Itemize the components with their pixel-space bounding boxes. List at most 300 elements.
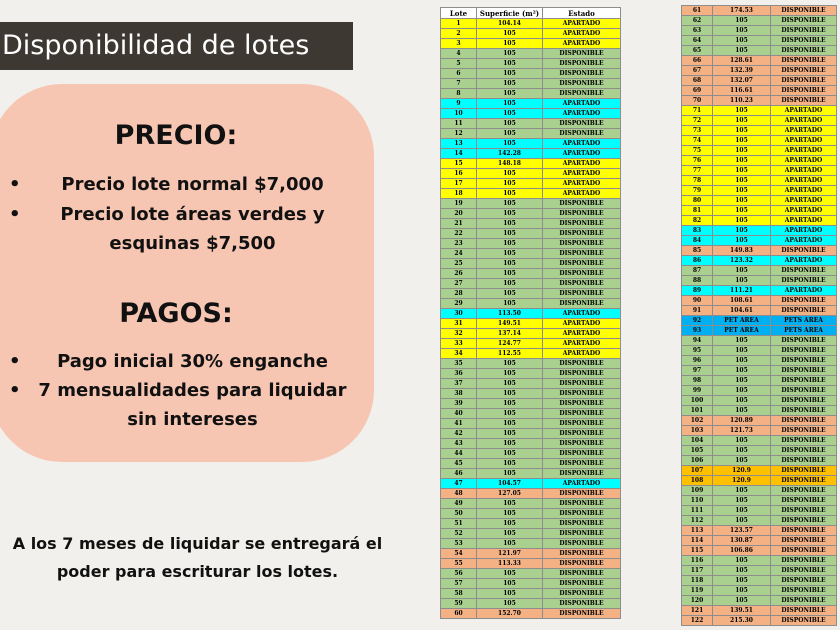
- lot-area-cell: 105: [477, 289, 543, 299]
- lot-number-cell: 77: [682, 166, 713, 176]
- lot-status-cell: DISPONIBLE: [771, 306, 837, 316]
- table-row: [441, 589, 621, 599]
- table-row: [682, 486, 837, 496]
- lot-area-cell: 105: [477, 299, 543, 309]
- lot-status-cell: APARTADO: [771, 136, 837, 146]
- lot-area-cell: 105: [713, 196, 771, 206]
- lot-number-cell: 106: [682, 456, 713, 466]
- table-row: [441, 279, 621, 289]
- lot-status-cell: DISPONIBLE: [543, 609, 621, 619]
- lot-area-cell: 105: [477, 229, 543, 239]
- lot-area-cell: 105: [477, 579, 543, 589]
- lot-area-cell: 105: [713, 136, 771, 146]
- lot-area-cell: 113.33: [477, 559, 543, 569]
- lot-number-cell: 98: [682, 376, 713, 386]
- lot-number-cell: 86: [682, 256, 713, 266]
- lot-number-cell: 63: [682, 26, 713, 36]
- lot-area-cell: 215.30: [713, 616, 771, 626]
- payment-item: [0, 347, 365, 376]
- table-row: [682, 176, 837, 186]
- lot-status-cell: DISPONIBLE: [543, 419, 621, 429]
- lot-area-cell: 123.57: [713, 526, 771, 536]
- table-row: [682, 516, 837, 526]
- lot-area-cell: 105: [477, 189, 543, 199]
- lot-status-cell: APARTADO: [771, 176, 837, 186]
- lot-area-cell: 105: [713, 456, 771, 466]
- lot-area-cell: 110.23: [713, 96, 771, 106]
- lot-number-cell: 122: [682, 616, 713, 626]
- table-row: [441, 499, 621, 509]
- lot-area-cell: 128.61: [713, 56, 771, 66]
- lot-number-cell: 69: [682, 86, 713, 96]
- table-row: [441, 389, 621, 399]
- table-row: [682, 116, 837, 126]
- lot-area-cell: 132.07: [713, 76, 771, 86]
- lot-area-cell: 121.73: [713, 426, 771, 436]
- table-row: [441, 419, 621, 429]
- table-row: [682, 56, 837, 66]
- table-row: [441, 439, 621, 449]
- payments-heading: PAGOS:: [119, 298, 233, 329]
- lot-area-cell: 104.57: [477, 479, 543, 489]
- table-row: [682, 436, 837, 446]
- table-row: [441, 449, 621, 459]
- lot-area-cell: 120.9: [713, 476, 771, 486]
- lot-status-cell: DISPONIBLE: [771, 436, 837, 446]
- lot-status-cell: DISPONIBLE: [771, 406, 837, 416]
- lot-area-cell: 105: [713, 556, 771, 566]
- lot-area-cell: 105: [477, 429, 543, 439]
- lot-status-cell: DISPONIBLE: [543, 559, 621, 569]
- lot-number-cell: 29: [441, 299, 477, 309]
- lot-status-cell: DISPONIBLE: [543, 489, 621, 499]
- table-row: [682, 16, 837, 26]
- lot-status-cell: DISPONIBLE: [771, 346, 837, 356]
- lot-status-cell: DISPONIBLE: [771, 486, 837, 496]
- lot-status-cell: DISPONIBLE: [543, 219, 621, 229]
- lot-number-cell: 44: [441, 449, 477, 459]
- lot-number-cell: 40: [441, 409, 477, 419]
- lot-status-cell: APARTADO: [543, 319, 621, 329]
- lot-area-cell: 105: [477, 399, 543, 409]
- lot-area-cell: 105: [477, 469, 543, 479]
- lot-status-cell: DISPONIBLE: [771, 476, 837, 486]
- lot-status-cell: DISPONIBLE: [771, 276, 837, 286]
- lot-status-cell: DISPONIBLE: [543, 209, 621, 219]
- lot-status-cell: DISPONIBLE: [771, 516, 837, 526]
- lot-area-cell: 105: [713, 336, 771, 346]
- table-row: [441, 169, 621, 179]
- lot-status-cell: DISPONIBLE: [771, 386, 837, 396]
- table-row: [682, 356, 837, 366]
- lot-number-cell: 23: [441, 239, 477, 249]
- lot-area-cell: 105: [477, 459, 543, 469]
- lot-status-cell: DISPONIBLE: [771, 556, 837, 566]
- table-row: [441, 509, 621, 519]
- lot-number-cell: 4: [441, 49, 477, 59]
- table-row: [441, 89, 621, 99]
- lot-status-cell: DISPONIBLE: [771, 496, 837, 506]
- lot-number-cell: 27: [441, 279, 477, 289]
- lot-area-cell: 105: [477, 539, 543, 549]
- table-row: [682, 546, 837, 556]
- lot-status-cell: DISPONIBLE: [771, 426, 837, 436]
- lot-status-cell: DISPONIBLE: [771, 576, 837, 586]
- lot-area-cell: 105: [477, 409, 543, 419]
- lot-area-cell: 105: [713, 126, 771, 136]
- table-row: [441, 549, 621, 559]
- lot-number-cell: 17: [441, 179, 477, 189]
- lot-status-cell: DISPONIBLE: [771, 456, 837, 466]
- lot-area-cell: 105: [477, 439, 543, 449]
- table-row: [441, 19, 621, 29]
- lot-number-cell: 115: [682, 546, 713, 556]
- lot-status-cell: DISPONIBLE: [543, 129, 621, 139]
- lot-area-cell: 105: [477, 249, 543, 259]
- lot-area-cell: 152.70: [477, 609, 543, 619]
- table-row: [441, 319, 621, 329]
- table-row: [682, 306, 837, 316]
- lot-area-cell: 105: [713, 586, 771, 596]
- table-row: [682, 526, 837, 536]
- table-row: [441, 369, 621, 379]
- lot-status-cell: APARTADO: [771, 196, 837, 206]
- lot-status-cell: APARTADO: [543, 349, 621, 359]
- lot-status-cell: DISPONIBLE: [771, 6, 837, 16]
- lot-area-cell: 105: [477, 369, 543, 379]
- table-row: [682, 606, 837, 616]
- payment-item-text: Pago inicial 30% enganche: [57, 351, 328, 372]
- lot-number-cell: 1: [441, 19, 477, 29]
- lot-status-cell: DISPONIBLE: [543, 89, 621, 99]
- table-row: [682, 476, 837, 486]
- lot-number-cell: 84: [682, 236, 713, 246]
- lot-area-cell: 106.86: [713, 546, 771, 556]
- lot-area-cell: 105: [477, 379, 543, 389]
- price-item: [0, 200, 365, 258]
- lot-number-cell: 65: [682, 46, 713, 56]
- lot-status-cell: APARTADO: [771, 126, 837, 136]
- lot-status-cell: DISPONIBLE: [543, 379, 621, 389]
- table-row: [441, 329, 621, 339]
- table-row: [441, 479, 621, 489]
- lot-area-cell: 105: [713, 236, 771, 246]
- lot-area-cell: 105: [477, 219, 543, 229]
- lot-number-cell: 113: [682, 526, 713, 536]
- lot-status-cell: DISPONIBLE: [543, 509, 621, 519]
- table-row: [441, 239, 621, 249]
- table-row: [441, 209, 621, 219]
- table-row: [441, 99, 621, 109]
- lot-number-cell: 78: [682, 176, 713, 186]
- table-row: [441, 469, 621, 479]
- lot-number-cell: 87: [682, 266, 713, 276]
- lot-status-cell: APARTADO: [543, 39, 621, 49]
- lot-status-cell: DISPONIBLE: [543, 389, 621, 399]
- lot-status-cell: APARTADO: [771, 106, 837, 116]
- lot-area-cell: 105: [713, 376, 771, 386]
- lot-status-cell: DISPONIBLE: [543, 399, 621, 409]
- lot-status-cell: APARTADO: [771, 146, 837, 156]
- lot-number-cell: 3: [441, 39, 477, 49]
- lot-area-cell: 105: [477, 139, 543, 149]
- table-row: [682, 46, 837, 56]
- table-row: [682, 416, 837, 426]
- table-row: [441, 249, 621, 259]
- lot-status-cell: DISPONIBLE: [771, 246, 837, 256]
- lot-number-cell: 94: [682, 336, 713, 346]
- lot-area-cell: 105: [713, 216, 771, 226]
- lot-number-cell: 112: [682, 516, 713, 526]
- lot-area-cell: 105: [477, 39, 543, 49]
- table-row: [682, 536, 837, 546]
- page-title: Disponibilidad de lotes: [0, 22, 353, 70]
- table-row: [682, 226, 837, 236]
- price-item-text: Precio lote normal $7,000: [61, 174, 324, 195]
- lot-number-cell: 19: [441, 199, 477, 209]
- lot-number-cell: 41: [441, 419, 477, 429]
- lot-area-cell: 124.77: [477, 339, 543, 349]
- lot-status-cell: DISPONIBLE: [543, 229, 621, 239]
- lot-area-cell: 121.97: [477, 549, 543, 559]
- table-row: [441, 79, 621, 89]
- table-row: [441, 259, 621, 269]
- lot-number-cell: 5: [441, 59, 477, 69]
- table-row: [441, 339, 621, 349]
- lot-number-cell: 75: [682, 146, 713, 156]
- table-row: [682, 136, 837, 146]
- lot-status-cell: DISPONIBLE: [543, 519, 621, 529]
- lot-status-cell: DISPONIBLE: [543, 579, 621, 589]
- table-row: [682, 246, 837, 256]
- bullet-icon: •: [9, 351, 21, 372]
- lot-area-cell: 105: [477, 59, 543, 69]
- table-row: [682, 366, 837, 376]
- lot-area-cell: 105: [477, 519, 543, 529]
- price-item-text: Precio lote áreas verdes y esquinas $7,500: [60, 204, 325, 254]
- lot-number-cell: 80: [682, 196, 713, 206]
- lot-area-cell: 105: [713, 566, 771, 576]
- lot-status-cell: DISPONIBLE: [543, 549, 621, 559]
- table-row: [441, 59, 621, 69]
- lot-area-cell: 149.51: [477, 319, 543, 329]
- lot-number-cell: 76: [682, 156, 713, 166]
- lot-area-cell: 148.18: [477, 159, 543, 169]
- lot-status-cell: APARTADO: [771, 286, 837, 296]
- table-row: [441, 489, 621, 499]
- table-row: [682, 496, 837, 506]
- lot-number-cell: 21: [441, 219, 477, 229]
- table-row: [441, 219, 621, 229]
- lot-area-cell: 105: [713, 446, 771, 456]
- lot-area-cell: 123.32: [713, 256, 771, 266]
- lot-area-cell: 105: [713, 176, 771, 186]
- lot-area-cell: 105: [477, 199, 543, 209]
- lot-status-cell: DISPONIBLE: [543, 449, 621, 459]
- lot-status-cell: DISPONIBLE: [543, 199, 621, 209]
- lot-number-cell: 68: [682, 76, 713, 86]
- lot-status-cell: DISPONIBLE: [543, 469, 621, 479]
- price-heading: PRECIO:: [114, 120, 238, 151]
- table-row: [682, 316, 837, 326]
- lot-status-cell: APARTADO: [543, 309, 621, 319]
- lot-status-cell: DISPONIBLE: [543, 429, 621, 439]
- lot-area-cell: 105: [477, 119, 543, 129]
- lot-number-cell: 50: [441, 509, 477, 519]
- table-row: [441, 299, 621, 309]
- lot-status-cell: DISPONIBLE: [771, 566, 837, 576]
- lot-status-cell: APARTADO: [543, 159, 621, 169]
- lot-area-cell: 105: [477, 169, 543, 179]
- payment-item: [0, 376, 365, 434]
- lot-status-cell: APARTADO: [771, 186, 837, 196]
- lot-number-cell: 51: [441, 519, 477, 529]
- lot-area-cell: 105: [713, 266, 771, 276]
- lot-area-cell: 105: [477, 389, 543, 399]
- table-row: [682, 206, 837, 216]
- table-row: [441, 139, 621, 149]
- lot-area-cell: 104.61: [713, 306, 771, 316]
- lot-area-cell: 105: [477, 79, 543, 89]
- table-row: [441, 569, 621, 579]
- lot-status-cell: DISPONIBLE: [543, 599, 621, 609]
- table-row: [441, 179, 621, 189]
- table-row: [682, 266, 837, 276]
- table-row: [682, 196, 837, 206]
- lot-status-cell: DISPONIBLE: [771, 56, 837, 66]
- lot-status-cell: APARTADO: [771, 236, 837, 246]
- lot-area-cell: 105: [713, 356, 771, 366]
- table-row: [441, 189, 621, 199]
- lot-number-cell: 6: [441, 69, 477, 79]
- lot-number-cell: 79: [682, 186, 713, 196]
- lot-number-cell: 2: [441, 29, 477, 39]
- lot-area-cell: 105: [477, 529, 543, 539]
- lot-status-cell: APARTADO: [771, 216, 837, 226]
- table-row: [682, 256, 837, 266]
- lot-status-cell: DISPONIBLE: [543, 499, 621, 509]
- lot-number-cell: 100: [682, 396, 713, 406]
- lot-area-cell: 105: [713, 116, 771, 126]
- lot-area-cell: 105: [713, 26, 771, 36]
- lot-number-cell: 101: [682, 406, 713, 416]
- lot-number-cell: 107: [682, 466, 713, 476]
- lot-number-cell: 26: [441, 269, 477, 279]
- table-row: [682, 446, 837, 456]
- lot-area-cell: 108.61: [713, 296, 771, 306]
- table-row: [682, 406, 837, 416]
- lot-number-cell: 31: [441, 319, 477, 329]
- lot-number-cell: 45: [441, 459, 477, 469]
- lot-number-cell: 81: [682, 206, 713, 216]
- header-estado: Estado: [543, 8, 621, 19]
- lot-status-cell: APARTADO: [543, 479, 621, 489]
- lot-number-cell: 20: [441, 209, 477, 219]
- lot-area-cell: 105: [713, 516, 771, 526]
- lot-status-cell: DISPONIBLE: [771, 596, 837, 606]
- table-row: [441, 229, 621, 239]
- lot-number-cell: 34: [441, 349, 477, 359]
- lot-number-cell: 102: [682, 416, 713, 426]
- lot-area-cell: 105: [477, 279, 543, 289]
- lot-status-cell: APARTADO: [543, 169, 621, 179]
- lot-area-cell: 105: [713, 346, 771, 356]
- lot-area-cell: 105: [713, 276, 771, 286]
- lot-number-cell: 96: [682, 356, 713, 366]
- lot-area-cell: 120.9: [713, 466, 771, 476]
- lot-number-cell: 53: [441, 539, 477, 549]
- lot-area-cell: 105: [477, 449, 543, 459]
- table-row: [682, 186, 837, 196]
- lot-number-cell: 88: [682, 276, 713, 286]
- lot-status-cell: DISPONIBLE: [771, 86, 837, 96]
- lot-number-cell: 15: [441, 159, 477, 169]
- table-row: [441, 459, 621, 469]
- lot-area-cell: 105: [477, 69, 543, 79]
- table-row: [441, 399, 621, 409]
- table-row: [682, 426, 837, 436]
- lot-number-cell: 32: [441, 329, 477, 339]
- lot-area-cell: 105: [713, 226, 771, 236]
- lot-number-cell: 66: [682, 56, 713, 66]
- table-row: [441, 529, 621, 539]
- bullet-icon: •: [9, 174, 21, 195]
- lot-number-cell: 119: [682, 586, 713, 596]
- lot-status-cell: DISPONIBLE: [543, 269, 621, 279]
- table-row: [682, 166, 837, 176]
- payments-list: [0, 347, 365, 434]
- lots-table-right: [681, 5, 837, 626]
- lot-area-cell: 149.83: [713, 246, 771, 256]
- lot-area-cell: 105: [713, 36, 771, 46]
- table-row: [441, 269, 621, 279]
- lot-number-cell: 7: [441, 79, 477, 89]
- lot-number-cell: 52: [441, 529, 477, 539]
- lot-number-cell: 43: [441, 439, 477, 449]
- lot-status-cell: DISPONIBLE: [543, 369, 621, 379]
- lot-number-cell: 74: [682, 136, 713, 146]
- lot-number-cell: 28: [441, 289, 477, 299]
- table-row: [441, 359, 621, 369]
- lot-status-cell: DISPONIBLE: [543, 239, 621, 249]
- lot-number-cell: 22: [441, 229, 477, 239]
- table-row: [441, 199, 621, 209]
- lot-status-cell: DISPONIBLE: [771, 366, 837, 376]
- lot-number-cell: 12: [441, 129, 477, 139]
- lot-status-cell: DISPONIBLE: [543, 569, 621, 579]
- lot-status-cell: DISPONIBLE: [771, 546, 837, 556]
- lot-status-cell: APARTADO: [543, 189, 621, 199]
- lot-number-cell: 55: [441, 559, 477, 569]
- lot-status-cell: DISPONIBLE: [771, 466, 837, 476]
- lot-area-cell: 112.55: [477, 349, 543, 359]
- lot-number-cell: 90: [682, 296, 713, 306]
- lot-area-cell: 111.21: [713, 286, 771, 296]
- lot-number-cell: 95: [682, 346, 713, 356]
- lot-area-cell: 105: [477, 359, 543, 369]
- lot-area-cell: 105: [477, 49, 543, 59]
- lot-status-cell: DISPONIBLE: [543, 69, 621, 79]
- lot-number-cell: 8: [441, 89, 477, 99]
- lot-status-cell: APARTADO: [771, 156, 837, 166]
- table-row: [441, 349, 621, 359]
- table-row: [441, 539, 621, 549]
- lot-status-cell: DISPONIBLE: [771, 536, 837, 546]
- lot-number-cell: 9: [441, 99, 477, 109]
- lot-area-cell: 105: [713, 576, 771, 586]
- table-row: [682, 276, 837, 286]
- lot-number-cell: 35: [441, 359, 477, 369]
